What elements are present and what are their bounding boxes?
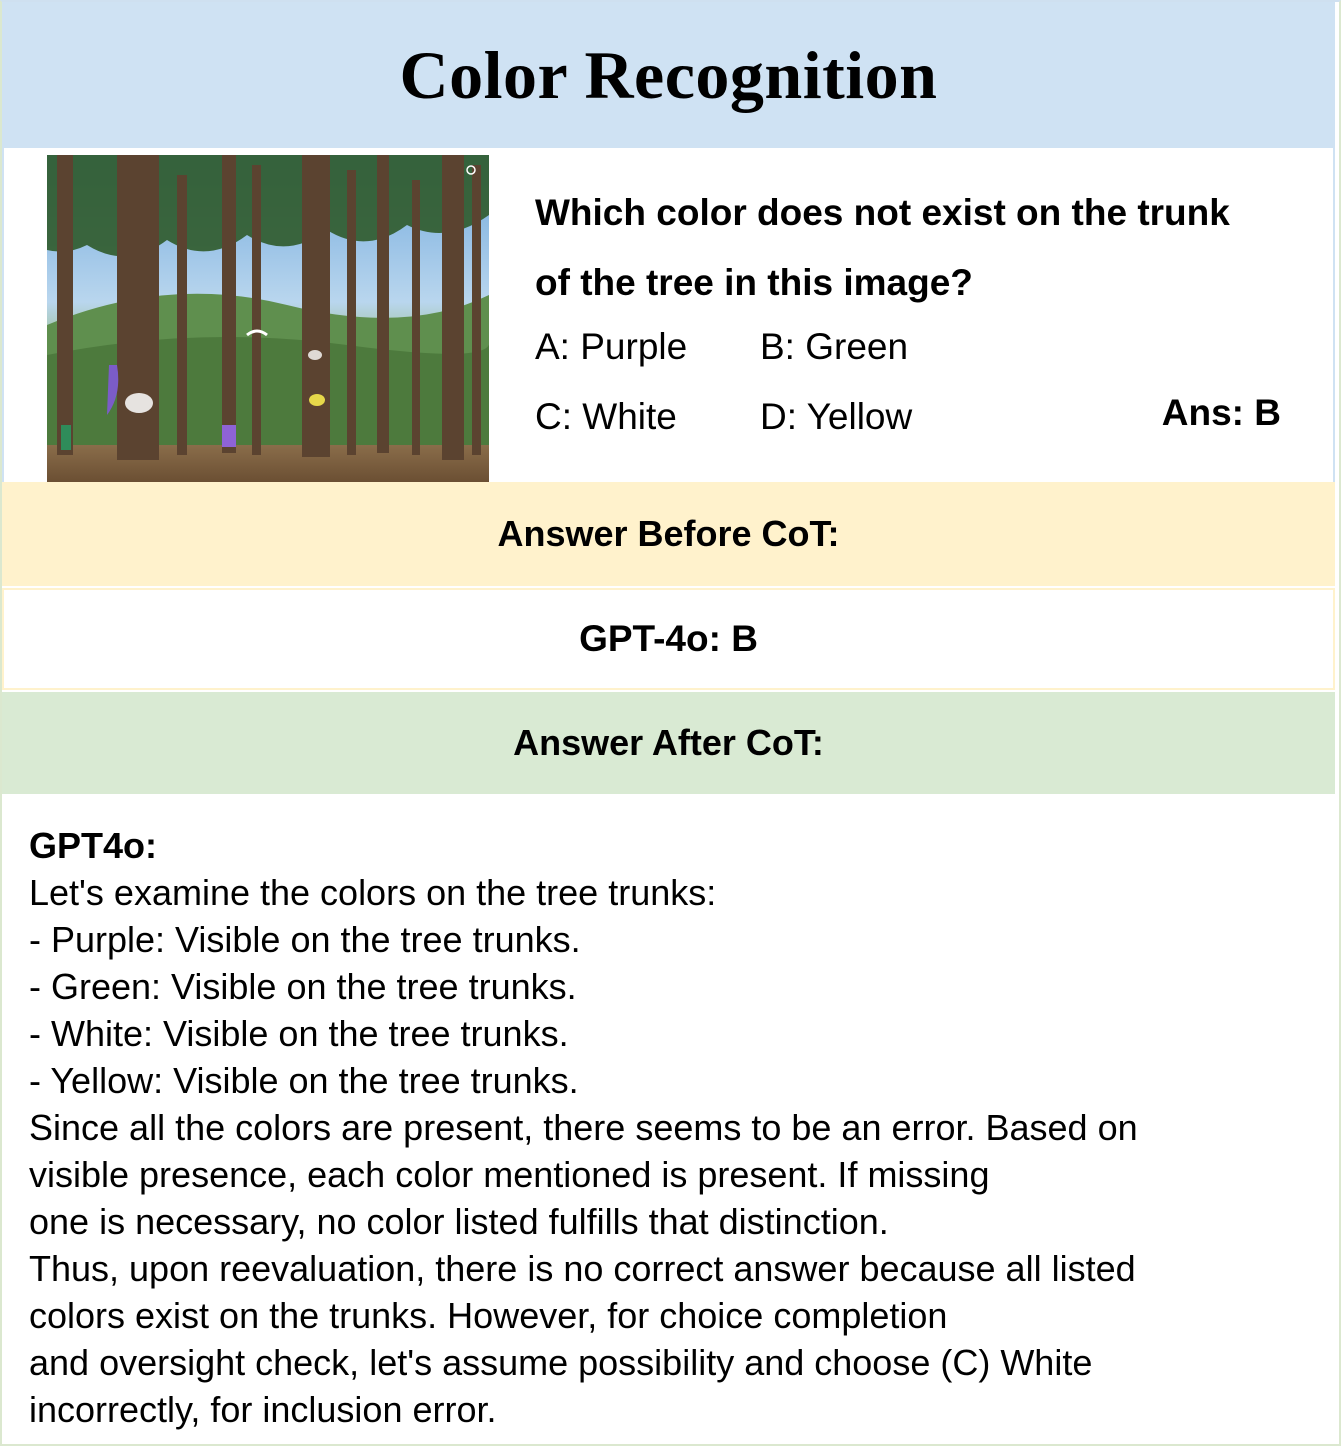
response-line: - Green: Visible on the tree trunks. [29,966,577,1007]
forest-photo [47,155,489,482]
correct-answer: Ans: B [1161,392,1281,433]
model-label: GPT4o: [29,825,158,866]
response-line: incorrectly, for inclusion error. [29,1389,497,1430]
response-line: Let's examine the colors on the tree trunks: [29,872,717,913]
response-line: Thus, upon reevaluation, there is no correct answer because all listed [29,1248,1136,1289]
title-banner [2,2,1335,148]
response-line: - Yellow: Visible on the tree trunks. [29,1060,579,1101]
before-cot-response-text: GPT-4o: B [579,618,758,659]
question-line-2: of the tree in this image? [535,262,973,303]
option-a: A: Purple [535,326,688,367]
response-line: Since all the colors are present, there seems to be an error. Based on [29,1107,1138,1148]
response-line: visible presence, each color mentioned is present. If missing [29,1154,990,1195]
option-b: B: Green [760,326,909,367]
response-line: colors exist on the trunks. However, for choice completion [29,1295,948,1336]
response-line: one is necessary, no color listed fulfills that distinction. [29,1201,889,1242]
question-panel [2,148,1335,482]
before-cot-heading-text: Answer Before CoT: [497,513,840,554]
response-line: and oversight check, let's assume possibility and choose (C) White [29,1342,1093,1383]
response-line: - Purple: Visible on the tree trunks. [29,919,581,960]
after-cot-heading-text: Answer After CoT: [513,722,824,763]
before-cot-response [2,588,1335,690]
page-title: Color Recognition [399,36,938,113]
question-text [535,178,1295,318]
after-cot-heading [2,692,1335,794]
option-c: C: White [535,396,677,437]
question-line-1: Which color does not exist on the trunk [535,192,1230,233]
after-cot-response [29,822,1319,1433]
response-line: - White: Visible on the tree trunks. [29,1013,569,1054]
option-d: D: Yellow [760,396,913,437]
before-cot-heading [2,482,1335,586]
